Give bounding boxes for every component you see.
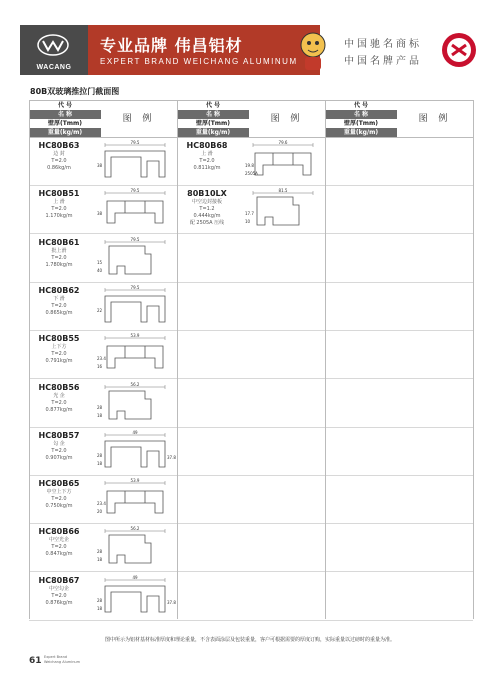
dimension-label: 18 [97, 605, 103, 611]
profile-info [29, 286, 89, 317]
dimension-label: 17.7 [245, 211, 254, 217]
dimension-label: 23.4 [97, 501, 106, 507]
dimension-label: 16 [97, 364, 103, 370]
logo-mark-icon [36, 33, 70, 57]
profile-name: 上下方 [51, 344, 67, 351]
profile-thickness: T=2.0 [51, 254, 67, 261]
header-code: 代 号 [205, 102, 221, 109]
header-figure: 图 例 [122, 114, 156, 124]
profile-section-drawing [95, 139, 175, 183]
dimension-label: 53.9 [130, 478, 140, 484]
profile-code: HC80B63 [38, 141, 80, 150]
profile-cell [29, 475, 177, 524]
profile-thickness: T=2.0 [51, 351, 67, 358]
profile-section-drawing [243, 139, 323, 183]
company-logo [20, 25, 88, 75]
profile-name: 中空上下方 [46, 489, 72, 496]
profile-section-drawing [95, 429, 175, 473]
profile-name: 批上滑 [51, 247, 67, 254]
profile-cell [177, 427, 325, 476]
profile-cell [325, 427, 473, 476]
dimension-label: 53.9 [130, 333, 140, 339]
mascot-icon [290, 27, 336, 73]
dimension-label: 28 [97, 404, 103, 410]
page-brand-line-2: Weichang Aluminum [44, 660, 81, 664]
page-brand-line-1: Expert Brand [44, 655, 68, 659]
profile-info [29, 189, 89, 220]
profile-cell [177, 523, 325, 572]
profile-cell [325, 475, 473, 524]
profile-grid [29, 100, 473, 611]
dimension-label: 56.2 [130, 526, 140, 532]
profile-code: HC80B68 [186, 141, 228, 150]
profile-note: 配 2505A 压线 [189, 220, 225, 227]
header-code: 代 号 [353, 102, 369, 109]
dimension-label: 15 [97, 259, 103, 265]
profile-cell [325, 572, 473, 621]
banner-title: 专业品牌 伟昌铝材 [100, 36, 243, 55]
profile-code: HC80B67 [38, 575, 80, 585]
honor-line-1: 中国驰名商标 [344, 39, 422, 50]
profile-name: 边 封 [53, 151, 65, 157]
profile-weight: 0.847kg/m [45, 551, 73, 558]
profile-name: 下 滑 [53, 295, 65, 302]
profile-thickness: T=2.0 [199, 158, 215, 164]
dimension-label: 10 [245, 219, 251, 225]
profile-outline [105, 296, 165, 322]
profile-cell [177, 234, 325, 283]
dimension-label: 28 [97, 597, 103, 603]
profile-thickness: T=2.0 [51, 496, 67, 503]
famous-brand-badge-icon [440, 31, 478, 69]
banner-subtitle: EXPERT BRAND WEICHANG ALUMINUM [100, 57, 298, 66]
dimension-label: 79.5 [130, 284, 140, 290]
dimension-label: 18 [97, 557, 103, 563]
profile-cell [29, 379, 177, 428]
column-divider [473, 100, 474, 619]
profile-thickness: T=2.0 [51, 158, 67, 164]
profile-cell [29, 330, 177, 379]
profile-cell [29, 572, 177, 621]
header-fields [177, 101, 249, 137]
profile-section-drawing [95, 381, 175, 425]
profile-thickness: T=2.0 [51, 447, 67, 454]
profile-info [29, 431, 89, 462]
profile-section-drawing [95, 236, 175, 280]
profile-cell [29, 137, 177, 186]
profile-name: 中空勾企 [48, 585, 69, 592]
profile-cell [325, 523, 473, 572]
profile-info [29, 383, 89, 414]
profile-outline [107, 491, 163, 513]
profile-cell [177, 137, 325, 186]
profile-thickness: T=2.0 [51, 592, 67, 599]
profile-outline [105, 441, 165, 467]
profile-section-drawing [95, 525, 175, 569]
profile-info [29, 141, 89, 172]
header-fields [29, 101, 101, 137]
profile-cell [29, 427, 177, 476]
profile-name: 中空边封接板 [191, 199, 222, 206]
profile-cell [29, 234, 177, 283]
profile-name: 勾 企 [53, 440, 65, 447]
column-divider [29, 100, 30, 619]
profile-cell [325, 330, 473, 379]
profile-cell [177, 185, 325, 234]
dimension-label: 79.5 [130, 236, 140, 242]
profile-outline [109, 246, 151, 274]
profile-column [177, 101, 325, 227]
header-figure: 图 例 [418, 114, 452, 124]
profile-code: HC80B65 [38, 479, 80, 489]
dimension-label: 2505A [245, 171, 258, 176]
dimension-label: 19.8 [245, 163, 254, 168]
header-weight: 重量(kg/m) [29, 128, 101, 137]
profile-section-drawing [95, 187, 175, 231]
header-code: 代 号 [57, 102, 73, 109]
profile-weight: 0.865kg/m [45, 309, 73, 316]
header-thickness: 壁厚(Tmm) [343, 120, 379, 127]
profile-info [177, 189, 237, 227]
profile-weight: 0.86kg/m [47, 165, 71, 171]
column-header [29, 101, 177, 138]
profile-outline [257, 197, 299, 225]
profile-weight: 0.877kg/m [45, 406, 73, 413]
profile-cell [177, 572, 325, 621]
profile-code: HC80B55 [38, 334, 80, 344]
profile-section-drawing [95, 332, 175, 376]
dimension-label: 49 [132, 429, 138, 435]
profile-name: 光 企 [53, 392, 65, 399]
profile-name: 上 滑 [53, 199, 65, 206]
header-name: 名 称 [177, 110, 249, 119]
profile-info [29, 576, 89, 607]
dimension-label: 81.5 [278, 188, 288, 194]
profile-cell [177, 475, 325, 524]
profile-name: 中空光企 [48, 537, 69, 544]
profile-thickness: T=2.0 [51, 544, 67, 551]
profile-info [177, 141, 237, 172]
column-divider [177, 100, 178, 619]
dimension-label: 22 [97, 307, 103, 313]
header-name: 名 称 [29, 110, 101, 119]
profile-section-drawing [95, 477, 175, 521]
dimension-label: 79.5 [130, 140, 140, 145]
dimension-label: 28 [97, 549, 103, 555]
profile-outline [107, 346, 163, 368]
profile-weight: 0.750kg/m [45, 503, 73, 510]
header-fields [325, 101, 397, 137]
profile-cell [325, 282, 473, 331]
profile-cell [177, 282, 325, 331]
honor-line-2: 中国名牌产品 [344, 56, 422, 67]
profile-outline [109, 391, 151, 419]
column-header [177, 101, 325, 138]
dimension-label: 38 [97, 163, 103, 168]
page-header [20, 25, 480, 75]
profile-column [29, 101, 177, 611]
footnote: 图中所示为铝材基材标准厚度和理论重量，不含表面涂层及包装重量，客户可根据需要的厚度订购，实际重量以过磅时的重量为准。 [104, 637, 395, 643]
profile-code: HC80B51 [38, 189, 80, 199]
dimension-label: 37.8 [167, 454, 176, 460]
profile-code: HC80B56 [38, 382, 80, 392]
profile-cell [29, 282, 177, 331]
profile-code: HC80B66 [38, 527, 80, 537]
profile-name: 上 滑 [201, 151, 213, 157]
header-weight: 重量(kg/m) [177, 128, 249, 137]
profile-info [29, 238, 89, 269]
profile-outline [109, 535, 151, 563]
profile-cell [177, 330, 325, 379]
profile-cell [325, 137, 473, 186]
profile-weight: 1.780kg/m [45, 261, 73, 268]
dimension-label: 18 [97, 412, 103, 418]
profile-cell [325, 379, 473, 428]
profile-info [29, 527, 89, 558]
profile-section-drawing [95, 574, 175, 618]
profile-weight: 1.170kg/m [45, 213, 73, 220]
dimension-label: 38 [97, 211, 103, 217]
profile-section-drawing [243, 187, 323, 231]
profile-weight: 0.811kg/m [193, 165, 221, 171]
section-title: 80B双玻璃推拉门截面图 [30, 87, 120, 96]
brand-honors [336, 25, 480, 75]
header-thickness: 壁厚(Tmm) [47, 120, 83, 127]
profile-cell [325, 234, 473, 283]
brand-banner [88, 25, 320, 75]
profile-outline [107, 201, 163, 223]
profile-section-drawing [95, 284, 175, 328]
logo-text: WACANG [36, 64, 72, 71]
dimension-label: 40 [97, 267, 103, 273]
column-header [325, 101, 473, 138]
dimension-label: 37.8 [167, 599, 176, 605]
dimension-label: 28 [97, 452, 103, 458]
profile-cell [177, 379, 325, 428]
dimension-label: 79.5 [130, 188, 140, 194]
profile-weight: 0.876kg/m [45, 599, 73, 606]
header-name: 名 称 [325, 110, 397, 119]
profile-thickness: T=1.2 [199, 206, 215, 213]
profile-outline [105, 586, 165, 612]
profile-code: HC80B62 [38, 285, 80, 295]
page-number: 61 [29, 656, 42, 666]
dimension-label: 79.6 [278, 140, 288, 145]
profile-weight: 0.907kg/m [45, 454, 73, 461]
profile-cell [325, 185, 473, 234]
profile-thickness: T=2.0 [51, 399, 67, 406]
profile-info [29, 479, 89, 510]
profile-code: 80B10LX [187, 189, 227, 199]
dimension-label: 56.2 [130, 381, 140, 387]
profile-cell [29, 523, 177, 572]
dimension-label: 20 [97, 509, 103, 515]
profile-thickness: T=2.0 [51, 302, 67, 309]
header-weight: 重量(kg/m) [325, 128, 397, 137]
header-figure: 图 例 [270, 114, 304, 124]
profile-thickness: T=2.0 [51, 206, 67, 213]
profile-info [29, 334, 89, 365]
page-brand [44, 655, 80, 665]
profile-cell [29, 185, 177, 234]
column-divider [325, 100, 326, 619]
profile-outline [105, 151, 165, 177]
dimension-label: 18 [97, 460, 103, 466]
profile-code: HC80B61 [38, 237, 80, 247]
header-thickness: 壁厚(Tmm) [195, 120, 231, 127]
profile-column [325, 101, 473, 138]
dimension-label: 23.4 [97, 356, 106, 362]
dimension-label: 49 [132, 574, 138, 580]
profile-weight: 0.444kg/m [193, 213, 221, 220]
profile-outline [255, 153, 311, 175]
profile-weight: 0.791kg/m [45, 358, 73, 365]
profile-code: HC80B57 [38, 430, 80, 440]
